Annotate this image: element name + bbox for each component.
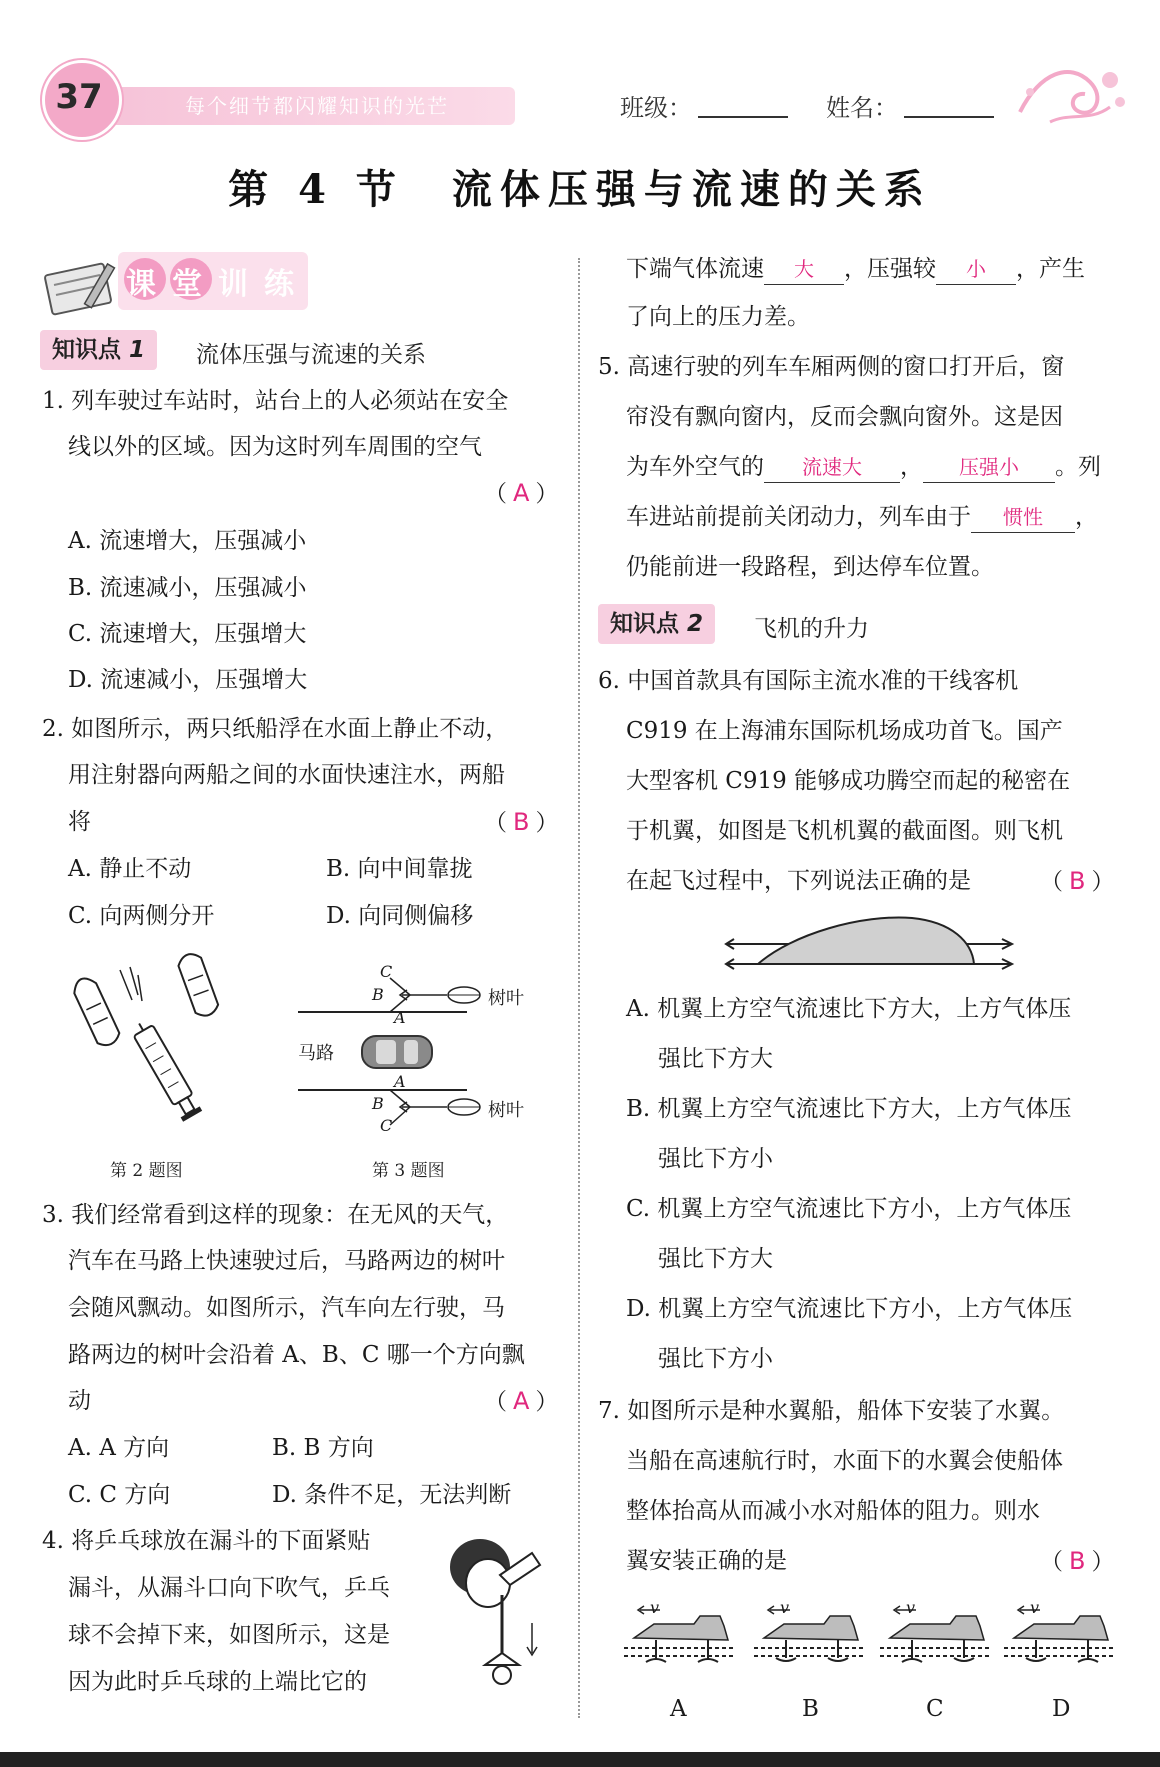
- q2-line1: 2. 如图所示，两只纸船浮在水面上静止不动，: [42, 716, 509, 742]
- q5-line1: 5. 高速行驶的列车车厢两侧的窗口打开后，窗: [598, 354, 1065, 380]
- paren-left: （: [1040, 1549, 1063, 1575]
- fig3-label-b-bottom: B: [372, 1094, 384, 1113]
- kp2-number: 2: [687, 611, 704, 637]
- paren-right: ）: [1091, 869, 1115, 895]
- q4-blank-2: 小: [936, 254, 1016, 285]
- page-number: 37: [55, 77, 103, 117]
- paren-right: ）: [535, 481, 559, 507]
- bottom-edge-bar: [0, 1752, 1160, 1767]
- flourish-ornament-icon: [1010, 52, 1130, 132]
- notebook-pencil-icon: [40, 255, 128, 317]
- q2-answer: B: [513, 808, 530, 836]
- paren-left: （: [484, 1389, 507, 1415]
- boat-label-d: D: [1052, 1696, 1071, 1722]
- q3-option-d: D. 条件不足，无法判断: [272, 1482, 512, 1508]
- fig3-leaf-bottom-label: 树叶: [488, 1100, 524, 1121]
- q1-option-b: B. 流速减小，压强减小: [68, 575, 307, 601]
- q1-option-d: D. 流速减小，压强增大: [68, 667, 308, 693]
- q7-line1: 7. 如图所示是种水翼船，船体下安装了水翼。: [598, 1398, 1065, 1424]
- paren-left: （: [1040, 869, 1063, 895]
- kp1-title: 流体压强与流速的关系: [196, 342, 426, 368]
- class-label: 班级：: [620, 94, 692, 122]
- fig3-caption: 第 3 题图: [372, 1161, 445, 1181]
- q3-line4: 路两边的树叶会沿着 A、B、C 哪一个方向飘: [68, 1342, 525, 1368]
- q1-line1: 1. 列车驶过车站时，站台上的人必须站在安全: [42, 388, 509, 414]
- paren-left: （: [484, 481, 507, 507]
- q6-option-a-line2: 强比下方大: [658, 1046, 773, 1072]
- q6-option-d-line2: 强比下方小: [658, 1346, 773, 1372]
- q1-line2: 线以外的区域。因为这时列车周围的空气: [68, 434, 482, 460]
- page-title: 第 4 节 流体压强与流速的关系: [228, 166, 932, 213]
- boat-label-c: C: [926, 1696, 944, 1722]
- knowledge-point-tag-2: [598, 604, 715, 644]
- q4-cont-text-b: ，压强较: [844, 256, 936, 282]
- q5-line5: 仍能前进一段路程，到达停车位置。: [626, 554, 994, 580]
- kp2-label: 知识点: [610, 611, 679, 637]
- boat-d-velocity-label: v: [1030, 1598, 1040, 1617]
- q7-line2: 当船在高速航行时，水面下的水翼会使船体: [626, 1448, 1063, 1474]
- q6-option-b-line2: 强比下方小: [658, 1146, 773, 1172]
- q7-line4: 翼安装正确的是: [626, 1548, 787, 1574]
- hydrofoil-boat-a: [624, 1598, 744, 1680]
- q1-answer-box: [484, 470, 558, 517]
- q3-line3: 会随风飘动。如图所示，汽车向左行驶，马: [68, 1295, 505, 1321]
- fig2-boats-syringe-illustration: [70, 945, 240, 1135]
- q2-option-c: C. 向两侧分开: [68, 903, 215, 929]
- q2-option-a: A. 静止不动: [68, 856, 192, 882]
- q6-option-d-line1: D. 机翼上方空气流速比下方小，上方气体压: [626, 1296, 1073, 1322]
- fig3-label-a-bottom: A: [394, 1072, 406, 1091]
- knowledge-point-tag-1: [40, 330, 157, 370]
- q3-line1: 3. 我们经常看到这样的现象：在无风的天气，: [42, 1202, 509, 1228]
- q5-text-a: 为车外空气的: [626, 454, 764, 480]
- q6-answer-box: [1040, 858, 1114, 905]
- fig3-road-label: 马路: [298, 1043, 334, 1064]
- fig3-label-b-top: B: [372, 985, 384, 1004]
- q5-line3: [626, 444, 1101, 490]
- boat-label-a: A: [670, 1696, 687, 1722]
- q3-option-b: B. B 方向: [272, 1435, 374, 1461]
- fig3-leaf-top-label: 树叶: [488, 988, 524, 1009]
- fig3-label-a-top: A: [394, 1008, 406, 1027]
- boat-b-velocity-label: v: [780, 1598, 790, 1617]
- q7-line3: 整体抬高从而减小水对船体的阻力。则水: [626, 1498, 1040, 1524]
- q6-option-b-line1: B. 机翼上方空气流速比下方大，上方气体压: [626, 1096, 1072, 1122]
- q4-cont-line1: [626, 246, 1085, 292]
- q3-option-a: A. A 方向: [68, 1435, 170, 1461]
- q6-line5: 在起飞过程中，下列说法正确的是: [626, 868, 971, 894]
- paren-right: ）: [535, 810, 559, 836]
- q3-answer-box: [484, 1378, 558, 1425]
- q1-answer: A: [513, 479, 530, 507]
- q6-answer: B: [1069, 867, 1086, 895]
- q7-answer-box: [1040, 1538, 1114, 1585]
- q2-option-b: B. 向中间靠拢: [326, 856, 473, 882]
- q3-answer: A: [513, 1387, 530, 1415]
- q5-line2: 帘没有飘向窗内，反而会飘向窗外。这是因: [626, 404, 1063, 430]
- car-icon: [362, 1036, 432, 1068]
- q4-cont-line2: 了向上的压力差。: [626, 304, 810, 330]
- q5-text-c: 。列: [1055, 454, 1101, 480]
- q3-option-c: C. C 方向: [68, 1482, 171, 1508]
- q1-option-a: A. 流速增大，压强减小: [68, 528, 307, 554]
- q5-blank-2: 压强小: [923, 452, 1055, 483]
- boat-label-b: B: [802, 1696, 819, 1722]
- header-slogan: 每个细节都闪耀知识的光芒: [185, 94, 449, 118]
- kp1-label: 知识点: [52, 337, 121, 363]
- kp1-number: 1: [129, 337, 146, 363]
- q6-line2: C919 在上海浦东国际机场成功首飞。国产: [626, 718, 1063, 744]
- q6-option-a-line1: A. 机翼上方空气流速比下方大，上方气体压: [626, 996, 1072, 1022]
- q4-cont-text-a: 下端气体流速: [626, 256, 764, 282]
- boat-a-velocity-label: v: [650, 1598, 660, 1617]
- q5-text-e: ，: [1075, 504, 1098, 530]
- fig6-wing-cross-section: [722, 912, 1022, 976]
- hydrofoil-boat-c: [880, 1598, 1000, 1680]
- q5-text-b: ，: [900, 454, 923, 480]
- q7-answer: B: [1069, 1547, 1086, 1575]
- q3-line5: 动: [68, 1388, 91, 1414]
- fig3-label-c-top: C: [380, 962, 393, 981]
- q2-line3: 将: [68, 809, 91, 835]
- q5-line4: [626, 494, 1098, 540]
- q3-line2: 汽车在马路上快速驶过后，马路两边的树叶: [68, 1248, 505, 1274]
- q4-blank-1: 大: [764, 254, 844, 285]
- column-divider: [578, 258, 580, 1718]
- fig2-caption: 第 2 题图: [110, 1161, 183, 1181]
- kp2-title: 飞机的升力: [754, 616, 869, 642]
- paren-right: ）: [1091, 1549, 1115, 1575]
- q6-line1: 6. 中国首款具有国际主流水准的干线客机: [598, 668, 1019, 694]
- q6-option-c-line2: 强比下方大: [658, 1246, 773, 1272]
- q4-line2: 漏斗，从漏斗口向下吹气，乒乓: [68, 1575, 390, 1601]
- q6-line4: 于机翼，如图是飞机机翼的截面图。则飞机: [626, 818, 1063, 844]
- name-label: 姓名：: [826, 94, 898, 122]
- q6-option-c-line1: C. 机翼上方空气流速比下方小，上方气体压: [626, 1196, 1072, 1222]
- q4-cont-text-c: ，产生: [1016, 256, 1085, 282]
- q2-answer-box: [484, 799, 558, 846]
- q4-line3: 球不会掉下来，如图所示，这是: [68, 1622, 390, 1648]
- name-field: [904, 116, 994, 118]
- section-banner-title: [126, 259, 310, 303]
- fig4-person-funnel-illustration: [440, 1535, 550, 1705]
- q6-line3: 大型客机 C919 能够成功腾空而起的秘密在: [626, 768, 1071, 794]
- fig3-label-c-bottom: C: [380, 1116, 393, 1135]
- q5-blank-3: 惯性: [971, 502, 1075, 533]
- q2-option-d: D. 向同侧偏移: [326, 903, 474, 929]
- paren-right: ）: [535, 1389, 559, 1415]
- q1-option-c: C. 流速增大，压强增大: [68, 621, 307, 647]
- section-banner-text: 课堂训练: [126, 267, 310, 302]
- paren-left: （: [484, 810, 507, 836]
- class-field: [698, 116, 788, 118]
- hydrofoil-boat-d: [1004, 1598, 1124, 1680]
- q4-line1: 4. 将乒乓球放在漏斗的下面紧贴: [42, 1528, 371, 1554]
- hydrofoil-boat-b: [754, 1598, 874, 1680]
- q4-line4: 因为此时乒乓球的上端比它的: [68, 1669, 367, 1695]
- q5-blank-1: 流速大: [764, 452, 900, 483]
- q5-text-d: 车进站前提前关闭动力，列车由于: [626, 504, 971, 530]
- q2-line2: 用注射器向两船之间的水面快速注水，两船: [68, 762, 505, 788]
- boat-c-velocity-label: v: [906, 1598, 916, 1617]
